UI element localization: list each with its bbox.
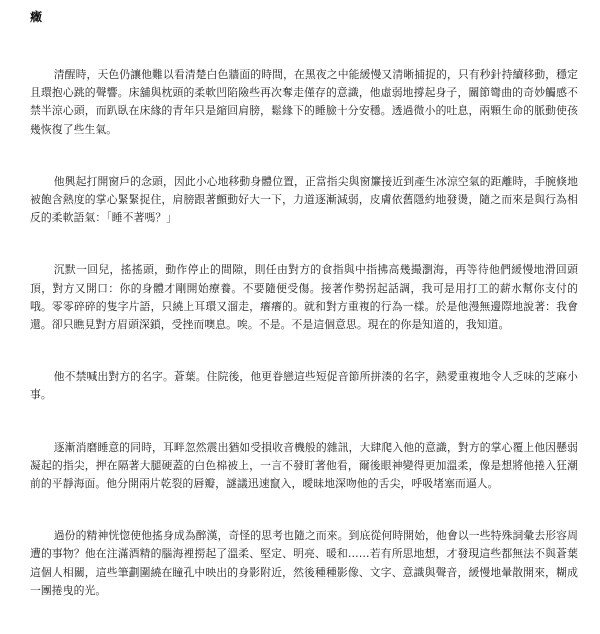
paragraph-1: 清醒時，天色仍讓他難以看清楚白色牆面的時間，在黑夜之中能緩慢又清晰捕捉的，只有秒針持續移動，穩定且環抱心跳的聲響。床舖與枕頭的柔軟凹陷險些再次奪走僅存的意識，他虛弱地撐起身子，關節彎曲的奇妙觸感不禁半涼心頭，而趴臥在床緣的青年只是縮回肩膀，鬆緣下的睡臉十分安穩。透過微小的吐息，兩顆生命的脈動使孩幾恢復了些生氣。 bbox=[30, 68, 578, 136]
paragraph-6: 過份的精神恍惚使他搖身成為醉漢，奇怪的思考也隨之而來。到底從何時開始，他會以一些特殊詞彙去形容周遭的事物？他在注滿酒精的腦海裡撈起了溫柔、堅定、明亮、暖和……若有所思地想，才發現這些都無法不與蒼葉這個人相關，這些筆劃圍繞在瞳孔中映出的身影附近，然後種種影像、文字、意識與聲音，緩慢地暈散開來，糊成一團捲曳的光。 bbox=[30, 529, 578, 597]
paragraph-2: 他興起打開窗戶的念頭，因此小心地移動身體位置，正當指尖與窗簾接近到產生冰涼空氣的距離時，手腕倏地被飽含熱度的掌心緊緊捉住，肩膀跟著顫動好大一下，力道逐漸減弱，皮膚依舊隱約地發燙，隨之而來是與行為相反的柔軟語氣：「睡不著嗎？」 bbox=[30, 174, 578, 225]
paragraph-4: 他不禁喊出對方的名字。蒼葉。住院後，他更眷戀這些短促音節所拼湊的名字，熱愛重複地令人乏味的芝麻小事。 bbox=[30, 370, 578, 402]
document bbox=[30, 8, 578, 634]
paragraph-5: 逐漸消磨睡意的同時，耳畔忽然震出猶如受損收音機般的雜訊，大肆爬入他的意識，對方的掌心覆上他因懸弱凝起的指尖，押在隔著大腿硬蓋的白色棉被上，一言不發盯著他看，爾後眼神變得更加溫柔，像是想將他捲入狂潮前的平靜海面。他分開兩片乾裂的唇瓣，謎議迅速竄入，曖昧地深吻他的舌尖，呼吸堵塞而逼人。 bbox=[30, 440, 578, 491]
document-title: 癥 bbox=[30, 10, 43, 24]
paragraph-3: 沉默一回兒，搖搖頭，動作停止的間隙，則任由對方的食指與中指拂高幾撮瀏海，再等待他們緩慢地滑回頭頂，對方又開口：你的身體才剛開始療養。不要隨便受傷。接著作勢拐起話調，我可是用打工的薪水幫你支付的哦。零零碎碎的隻字片語，只繞上耳環又溜走，癢癢的。就和對方重複的行為一樣。於是他漫無邊際地說著：我會還。卻只瞧見對方眉頭深鎖，受挫而噢息。唉。不是。不是這個意思。現在的你是知道的，我知道。 bbox=[30, 263, 578, 332]
